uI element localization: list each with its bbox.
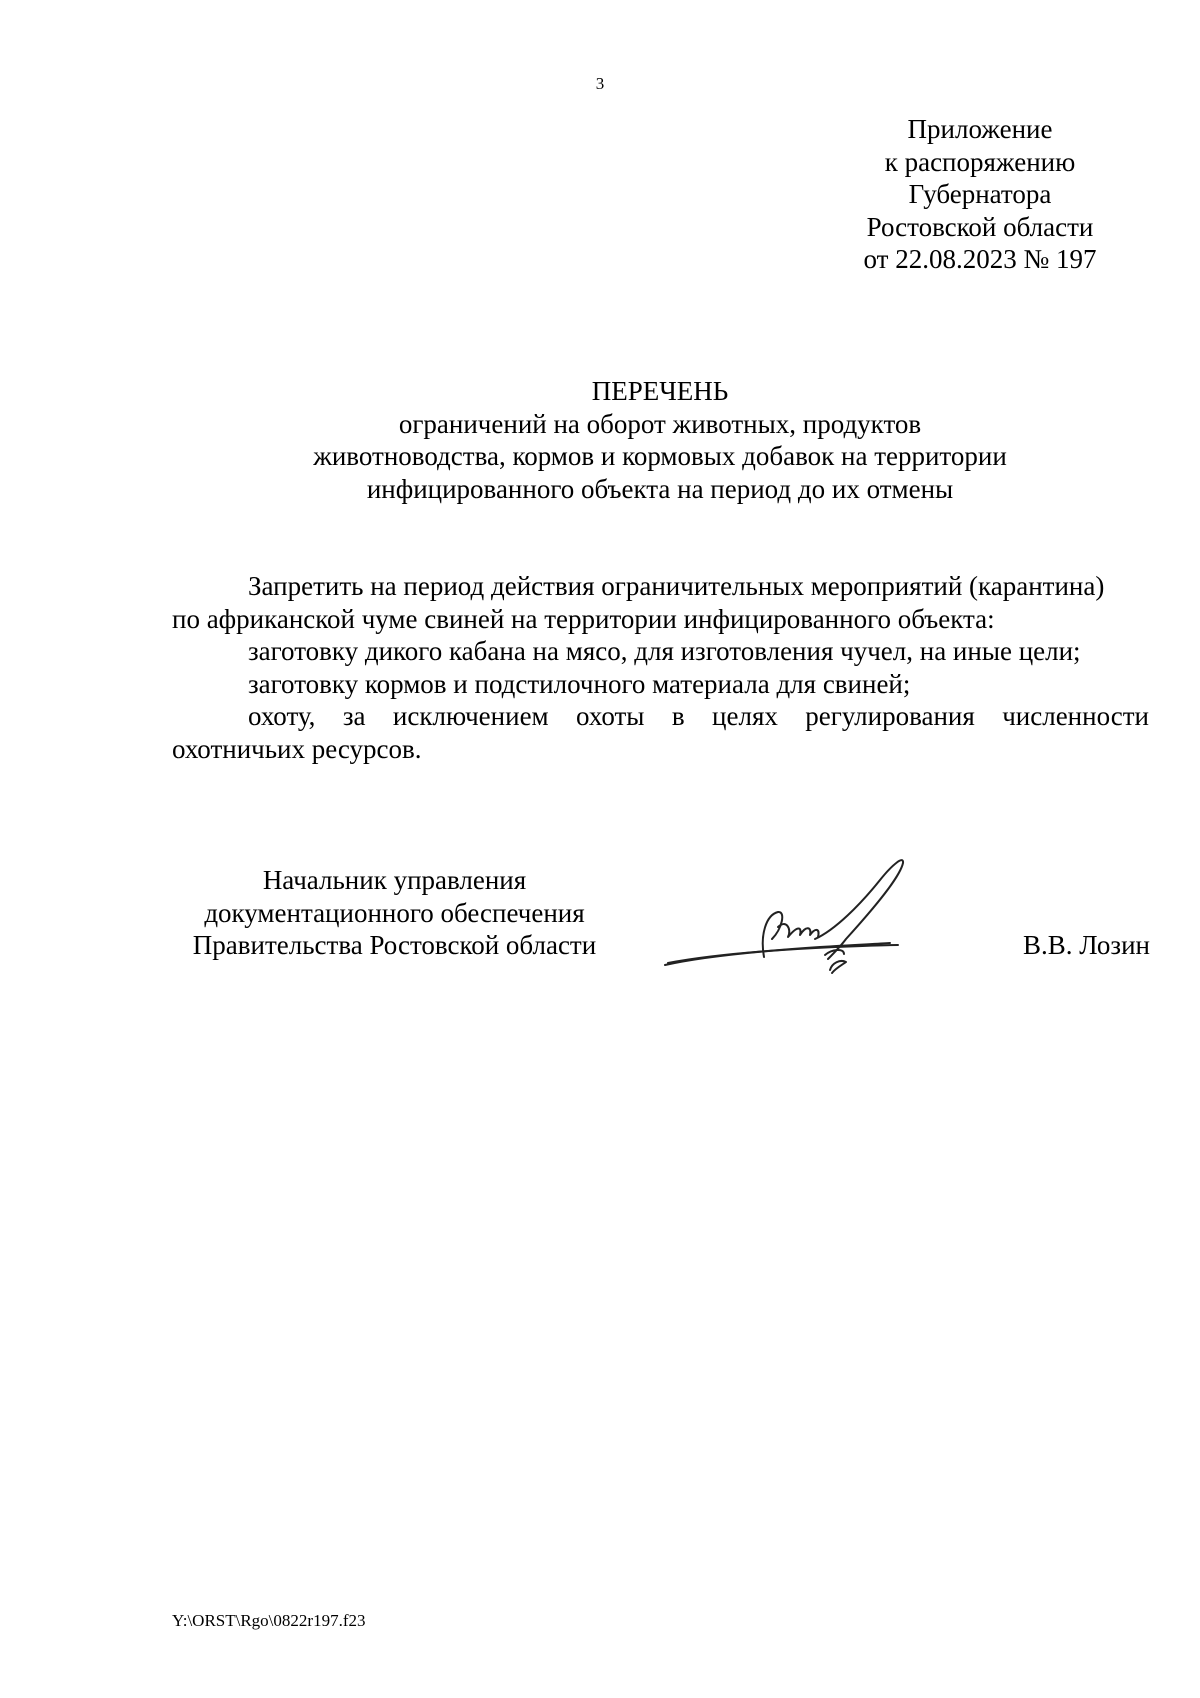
document-subtitle-line: ограничений на оборот животных, продуктов xyxy=(398,408,922,439)
signatory-position-line: документационного обеспечения xyxy=(204,897,585,928)
handwritten-signature xyxy=(660,855,950,975)
document-subtitle-line: животноводства, кормов и кормовых добавок на территории xyxy=(313,441,1007,471)
footer-file-path: Y:\ORST\Rgo\0822r197.f23 xyxy=(172,1611,366,1630)
signatory-position-line: Правительства Ростовской области xyxy=(192,930,597,960)
signatory-position-line: Начальник управления xyxy=(262,865,527,895)
list-item: охоту, за исключением охоты в целях регулирования численности xyxy=(248,701,1149,731)
document-heading: ПЕРЕЧЕНЬ xyxy=(591,376,729,406)
appendix-block xyxy=(815,113,1145,276)
signatory-name: В.В. Лозин xyxy=(1023,930,1150,960)
list-item-continuation: охотничьих ресурсов. xyxy=(172,733,422,764)
appendix-line: Приложение xyxy=(907,114,1053,144)
list-item: заготовку кормов и подстилочного материала для свиней; xyxy=(248,668,911,699)
signatory-position xyxy=(172,864,617,962)
body-line: по африканской чуме свиней на территории инфицированного объекта: xyxy=(172,603,995,634)
document-title-block xyxy=(160,375,1160,505)
appendix-line: Губернатора xyxy=(908,179,1052,209)
page-number: 3 xyxy=(595,74,605,93)
body-line: Запретить на период действия ограничительных мероприятий (карантина) xyxy=(248,571,1105,601)
list-item: заготовку дикого кабана на мясо, для изготовления чучел, на иные цели; xyxy=(248,636,1081,666)
appendix-line: Ростовской области xyxy=(866,211,1094,242)
appendix-line: к распоряжению xyxy=(884,146,1076,177)
document-subtitle-line: инфицированного объекта на период до их отмены xyxy=(366,473,954,504)
body-paragraphs xyxy=(172,570,1149,765)
appendix-date-number: от 22.08.2023 № 197 xyxy=(863,244,1097,274)
